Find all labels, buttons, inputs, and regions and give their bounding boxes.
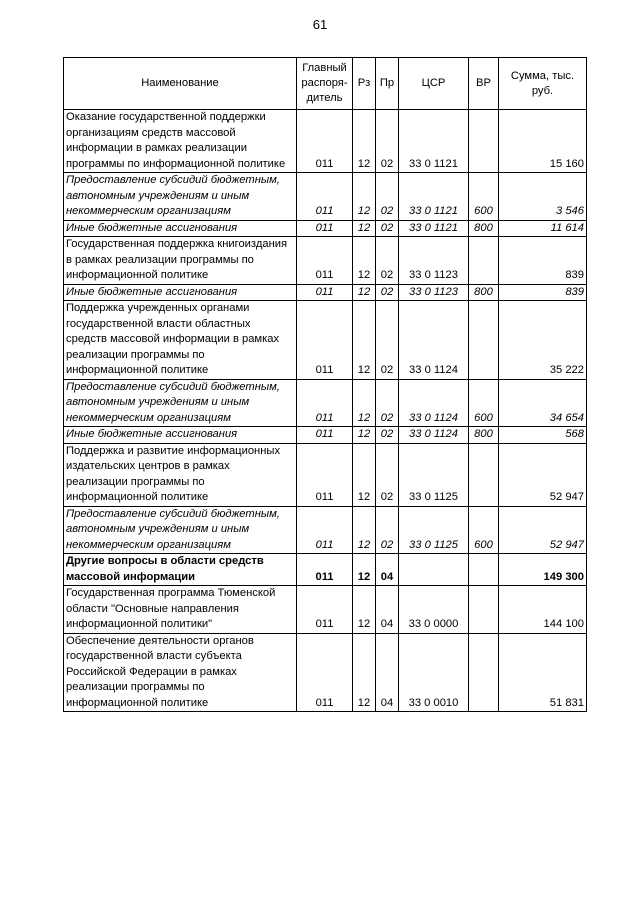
cell-pr: 02 (376, 427, 399, 444)
header-csr: ЦСР (399, 58, 469, 110)
cell-rz: 12 (353, 379, 376, 427)
cell-vr: 800 (469, 284, 499, 301)
cell-name: Иные бюджетные ассигнования (64, 427, 297, 444)
cell-csr: 33 0 1123 (399, 237, 469, 285)
budget-table (63, 57, 587, 712)
cell-csr: 33 0 1121 (399, 220, 469, 237)
table-row (64, 506, 587, 554)
cell-grbs: 011 (297, 301, 353, 380)
cell-csr: 33 0 1124 (399, 379, 469, 427)
header-grbs: Главный распоря-дитель (297, 58, 353, 110)
cell-vr (469, 110, 499, 173)
cell-grbs: 011 (297, 284, 353, 301)
cell-name: Обеспечение деятельности органов государственной власти субъекта Российской Федерации в рамках реализации программы по информационной политике (64, 633, 297, 712)
cell-vr (469, 554, 499, 586)
cell-grbs: 011 (297, 220, 353, 237)
cell-csr: 33 0 0000 (399, 586, 469, 634)
cell-pr: 02 (376, 173, 399, 221)
cell-vr (469, 586, 499, 634)
cell-vr (469, 301, 499, 380)
cell-name: Государственная поддержка книгоиздания в рамках реализации программы по информационной политике (64, 237, 297, 285)
cell-vr: 600 (469, 173, 499, 221)
table-row (64, 284, 587, 301)
cell-sum: 568 (499, 427, 587, 444)
cell-csr: 33 0 1124 (399, 427, 469, 444)
table-body (64, 110, 587, 712)
cell-rz: 12 (353, 443, 376, 506)
cell-pr: 02 (376, 443, 399, 506)
cell-rz: 12 (353, 110, 376, 173)
table-row (64, 173, 587, 221)
cell-vr: 600 (469, 506, 499, 554)
cell-grbs: 011 (297, 427, 353, 444)
cell-csr: 33 0 0010 (399, 633, 469, 712)
cell-csr: 33 0 1124 (399, 301, 469, 380)
cell-pr: 02 (376, 220, 399, 237)
cell-pr: 02 (376, 301, 399, 380)
cell-grbs: 011 (297, 443, 353, 506)
cell-csr: 33 0 1125 (399, 443, 469, 506)
cell-pr: 04 (376, 554, 399, 586)
table-row (64, 554, 587, 586)
cell-sum: 3 546 (499, 173, 587, 221)
cell-name: Поддержка учрежденных органами государственной власти областных средств массовой информации в рамках реализации программы по информационной политике (64, 301, 297, 380)
cell-grbs: 011 (297, 506, 353, 554)
cell-name: Поддержка и развитие информационных издательских центров в рамках реализации программы по информационной политике (64, 443, 297, 506)
cell-sum: 11 614 (499, 220, 587, 237)
header-rz: Рз (353, 58, 376, 110)
cell-name: Иные бюджетные ассигнования (64, 220, 297, 237)
cell-csr: 33 0 1121 (399, 110, 469, 173)
cell-rz: 12 (353, 220, 376, 237)
cell-rz: 12 (353, 173, 376, 221)
table-row (64, 379, 587, 427)
cell-name: Иные бюджетные ассигнования (64, 284, 297, 301)
cell-grbs: 011 (297, 633, 353, 712)
page-number: 61 (312, 17, 328, 32)
header-pr: Пр (376, 58, 399, 110)
table-row (64, 237, 587, 285)
table-row (64, 301, 587, 380)
cell-rz: 12 (353, 633, 376, 712)
cell-vr (469, 443, 499, 506)
cell-pr: 02 (376, 110, 399, 173)
cell-name: Другие вопросы в области средств массовой информации (64, 554, 297, 586)
cell-grbs: 011 (297, 110, 353, 173)
cell-csr: 33 0 1121 (399, 173, 469, 221)
cell-sum: 35 222 (499, 301, 587, 380)
cell-csr (399, 554, 469, 586)
cell-rz: 12 (353, 586, 376, 634)
cell-sum: 52 947 (499, 443, 587, 506)
cell-sum: 52 947 (499, 506, 587, 554)
cell-pr: 02 (376, 237, 399, 285)
cell-grbs: 011 (297, 379, 353, 427)
cell-name: Государственная программа Тюменской области "Основные направления информационной политики" (64, 586, 297, 634)
cell-sum: 149 300 (499, 554, 587, 586)
table-row (64, 220, 587, 237)
cell-sum: 34 654 (499, 379, 587, 427)
cell-pr: 04 (376, 586, 399, 634)
cell-pr: 02 (376, 506, 399, 554)
cell-grbs: 011 (297, 173, 353, 221)
table-row (64, 633, 587, 712)
table-row (64, 586, 587, 634)
cell-sum: 144 100 (499, 586, 587, 634)
cell-vr: 800 (469, 220, 499, 237)
cell-name: Предоставление субсидий бюджетным, автономным учреждениям и иным некоммерческим организациям (64, 379, 297, 427)
cell-sum: 839 (499, 284, 587, 301)
cell-sum: 51 831 (499, 633, 587, 712)
table-row (64, 110, 587, 173)
table-row (64, 427, 587, 444)
header-vr: ВР (469, 58, 499, 110)
cell-csr: 33 0 1125 (399, 506, 469, 554)
cell-vr: 800 (469, 427, 499, 444)
cell-rz: 12 (353, 237, 376, 285)
cell-name: Предоставление субсидий бюджетным, автономным учреждениям и иным некоммерческим организациям (64, 506, 297, 554)
cell-pr: 04 (376, 633, 399, 712)
cell-rz: 12 (353, 554, 376, 586)
cell-vr (469, 633, 499, 712)
cell-name: Оказание государственной поддержки организациям средств массовой информации в рамках реализации программы по информационной политике (64, 110, 297, 173)
cell-sum: 839 (499, 237, 587, 285)
cell-rz: 12 (353, 427, 376, 444)
cell-rz: 12 (353, 506, 376, 554)
header-sum: Сумма, тыс. руб. (499, 58, 587, 110)
cell-vr: 600 (469, 379, 499, 427)
table-row (64, 443, 587, 506)
cell-sum: 15 160 (499, 110, 587, 173)
cell-pr: 02 (376, 284, 399, 301)
cell-vr (469, 237, 499, 285)
table-header-row (64, 58, 587, 110)
cell-rz: 12 (353, 301, 376, 380)
cell-rz: 12 (353, 284, 376, 301)
cell-csr: 33 0 1123 (399, 284, 469, 301)
cell-grbs: 011 (297, 586, 353, 634)
cell-grbs: 011 (297, 237, 353, 285)
cell-pr: 02 (376, 379, 399, 427)
cell-grbs: 011 (297, 554, 353, 586)
header-name: Наименование (64, 58, 297, 110)
cell-name: Предоставление субсидий бюджетным, автономным учреждениям и иным некоммерческим организациям (64, 173, 297, 221)
